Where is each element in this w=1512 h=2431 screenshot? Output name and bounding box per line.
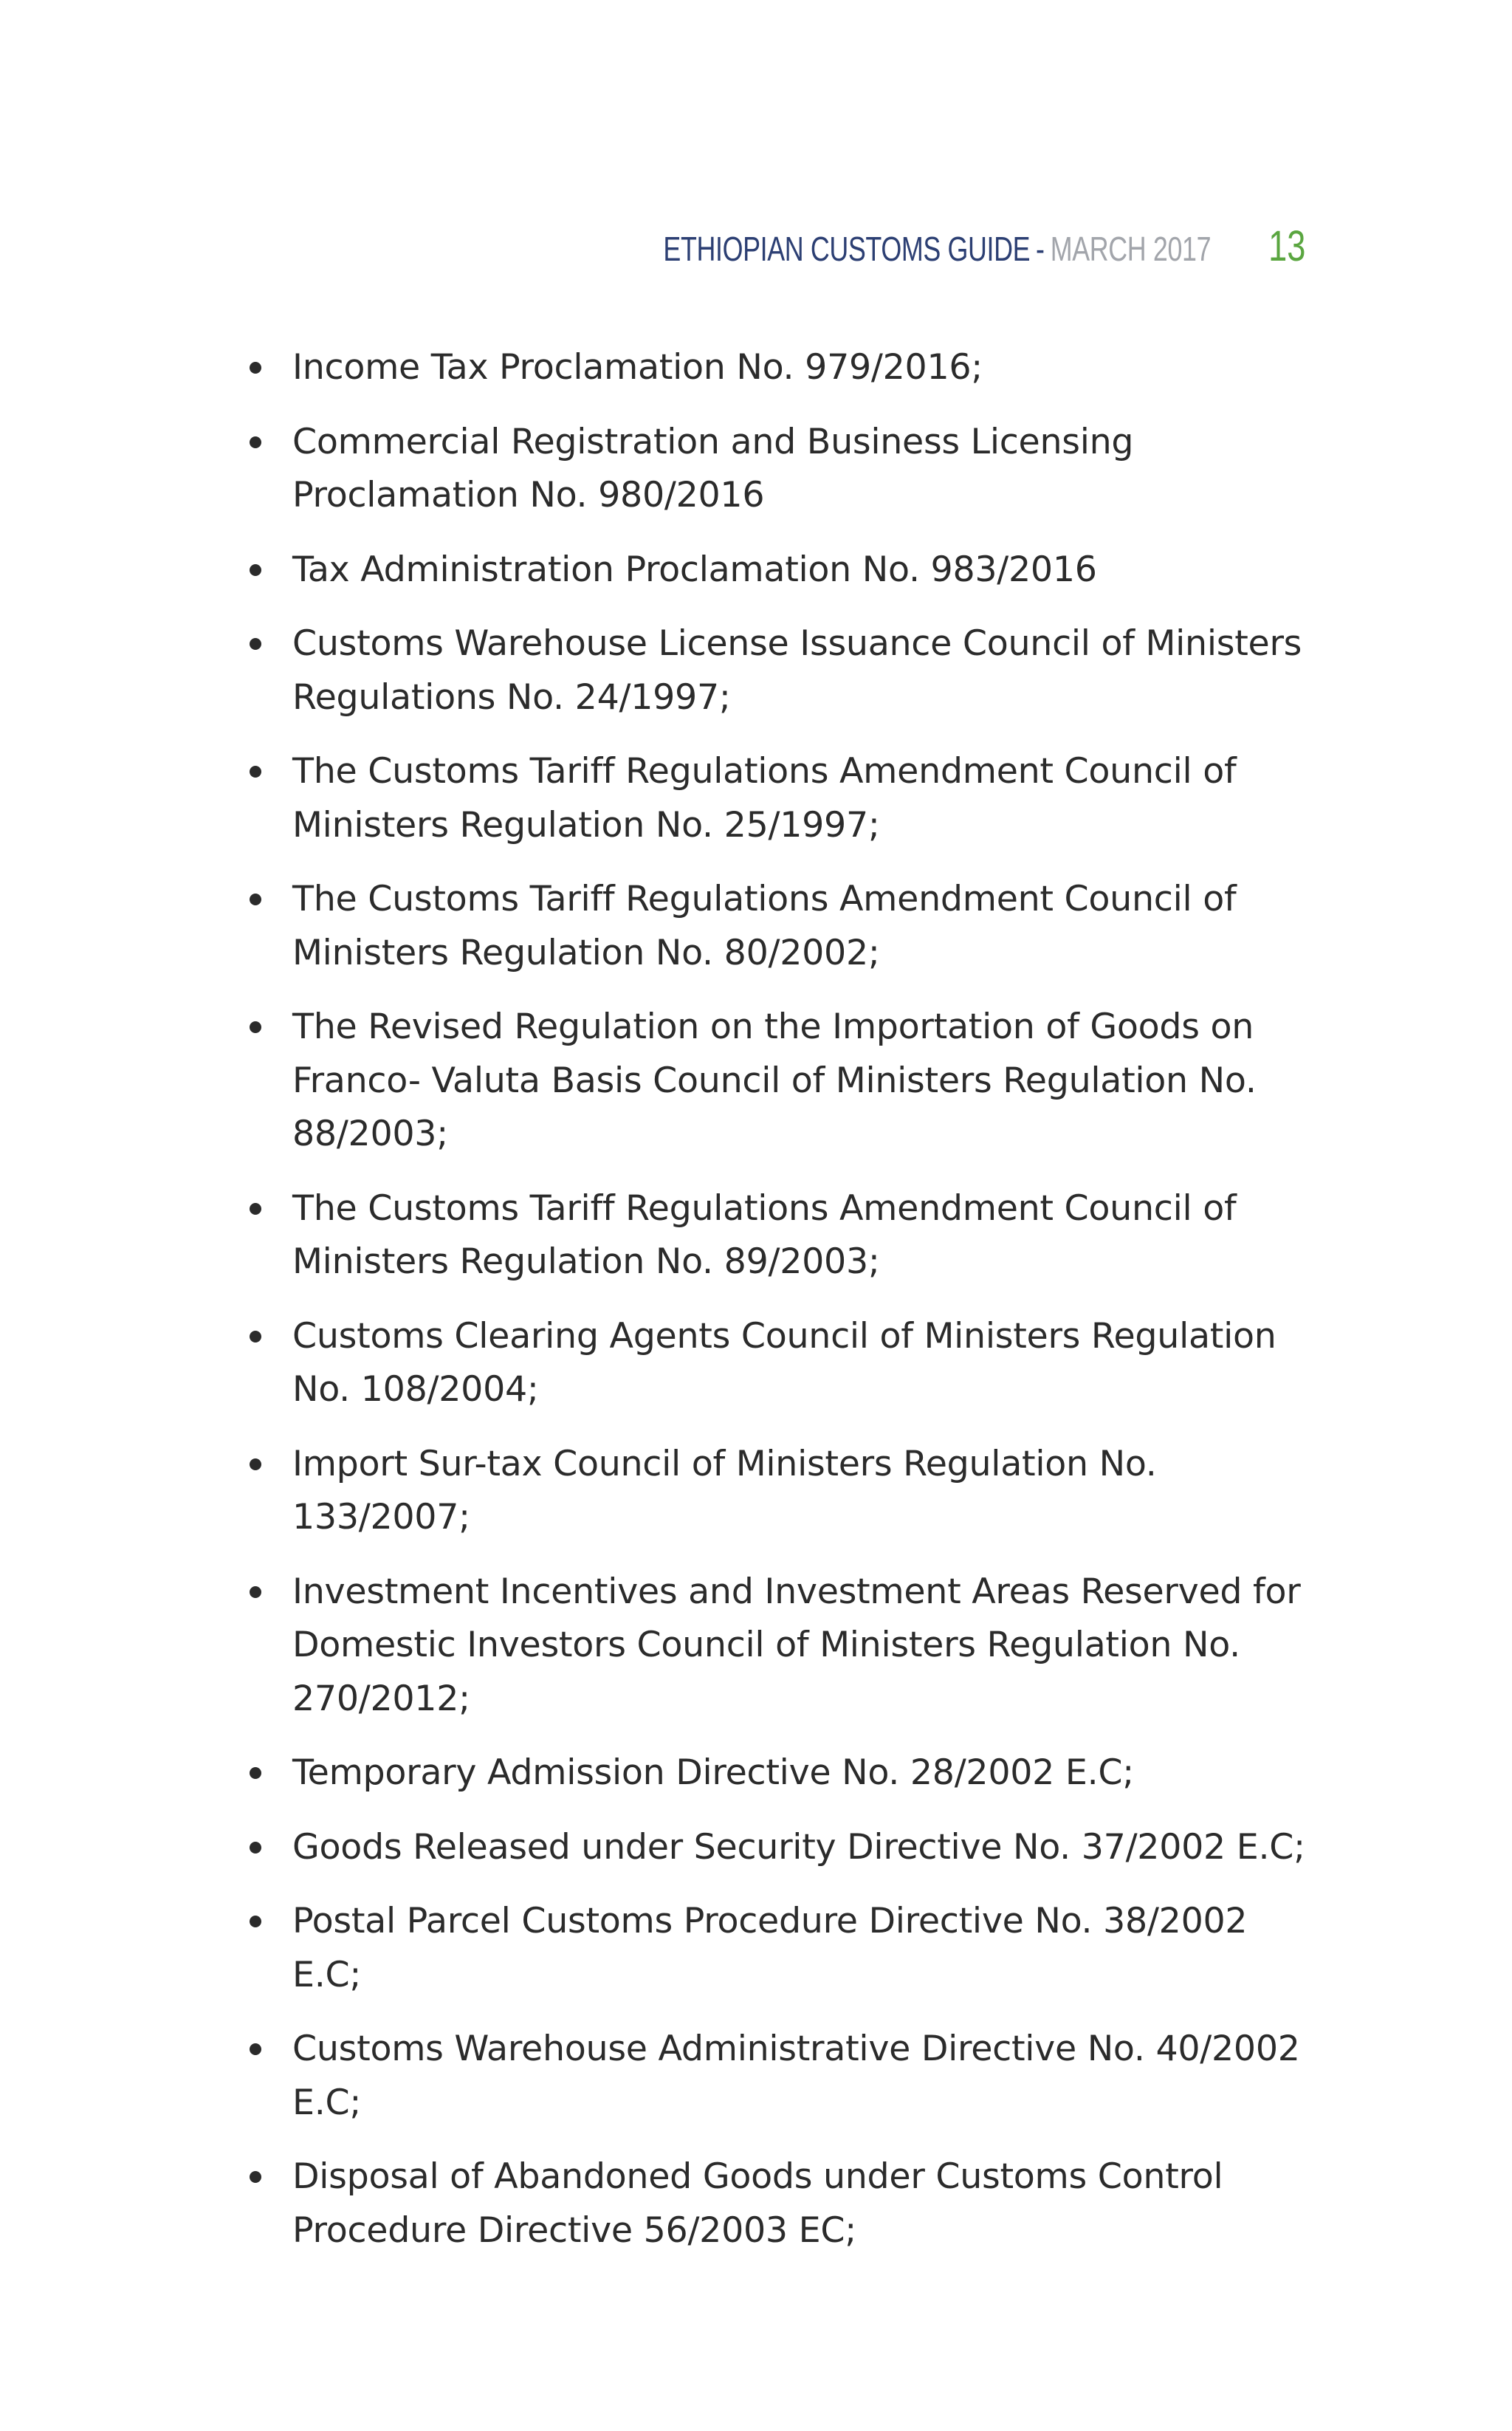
list-item-text: Postal Parcel Customs Procedure Directive No. 38/2002 E.C; — [292, 1901, 1248, 1995]
page-number: 13 — [1268, 222, 1305, 270]
bullet-icon — [250, 2043, 261, 2055]
bullet-icon — [250, 362, 261, 374]
list-item — [250, 1746, 1305, 1800]
bullet-icon — [250, 894, 261, 905]
header-date: MARCH 2017 — [1050, 230, 1211, 268]
bullet-icon — [250, 1842, 261, 1854]
list-item — [250, 1895, 1305, 2002]
bullet-icon — [250, 1331, 261, 1343]
list-item-text: The Customs Tariff Regulations Amendment Council of Ministers Regulation No. 80/2002; — [292, 879, 1237, 973]
list-item-text: Goods Released under Security Directive No. 37/2002 E.C; — [292, 1826, 1305, 1868]
list-item — [250, 341, 1305, 395]
list-item-text: The Customs Tariff Regulations Amendment Council of Ministers Regulation No. 89/2003; — [292, 1187, 1237, 1282]
list-item — [250, 1566, 1305, 1727]
bullet-icon — [250, 1021, 261, 1033]
legislation-list — [250, 341, 1305, 2278]
list-item — [250, 745, 1305, 852]
header-separator: - — [1035, 230, 1045, 268]
running-header — [663, 222, 1305, 271]
list-item-text: Import Sur-tax Council of Ministers Regulation No. 133/2007; — [292, 1443, 1157, 1537]
list-item-text: Temporary Admission Directive No. 28/2002 E.C; — [292, 1752, 1134, 1793]
list-item-text: Tax Administration Proclamation No. 983/2016 — [292, 549, 1097, 590]
list-item — [250, 416, 1305, 523]
list-item-text: Income Tax Proclamation No. 979/2016; — [292, 347, 983, 388]
list-item — [250, 1821, 1305, 1875]
list-item — [250, 2023, 1305, 2130]
bullet-icon — [250, 1916, 261, 1927]
list-item-text: Disposal of Abandoned Goods under Customs Control Procedure Directive 56/2003 EC; — [292, 2156, 1223, 2251]
list-item — [250, 617, 1305, 724]
bullet-icon — [250, 1458, 261, 1470]
bullet-icon — [250, 1767, 261, 1779]
list-item-text: The Revised Regulation on the Importation of Goods on Franco- Valuta Basis Council of Ministers Regulation No. 88/2003; — [292, 1007, 1257, 1154]
list-item — [250, 544, 1305, 597]
list-item — [250, 2150, 1305, 2257]
list-item — [250, 1182, 1305, 1289]
bullet-icon — [250, 1586, 261, 1598]
list-item-text: The Customs Tariff Regulations Amendment Council of Ministers Regulation No. 25/1997; — [292, 751, 1237, 846]
list-item-text: Commercial Registration and Business Licensing Proclamation No. 980/2016 — [292, 421, 1134, 515]
list-item-text: Customs Clearing Agents Council of Ministers Regulation No. 108/2004; — [292, 1315, 1276, 1410]
bullet-icon — [250, 766, 261, 778]
list-item — [250, 1001, 1305, 1162]
list-item-text: Customs Warehouse License Issuance Council of Ministers Regulations No. 24/1997; — [292, 623, 1302, 718]
bullet-icon — [250, 564, 261, 576]
list-item-text: Customs Warehouse Administrative Directive No. 40/2002 E.C; — [292, 2029, 1300, 2123]
bullet-icon — [250, 638, 261, 650]
bullet-icon — [250, 2171, 261, 2183]
bullet-icon — [250, 1203, 261, 1215]
list-item — [250, 1310, 1305, 1417]
list-item — [250, 1438, 1305, 1545]
list-item — [250, 873, 1305, 980]
header-title: ETHIOPIAN CUSTOMS GUIDE — [662, 230, 1030, 268]
list-item-text: Investment Incentives and Investment Areas Reserved for Domestic Investors Council of Ministers Regulation No. 270/2012; — [292, 1571, 1301, 1719]
bullet-icon — [250, 436, 261, 448]
